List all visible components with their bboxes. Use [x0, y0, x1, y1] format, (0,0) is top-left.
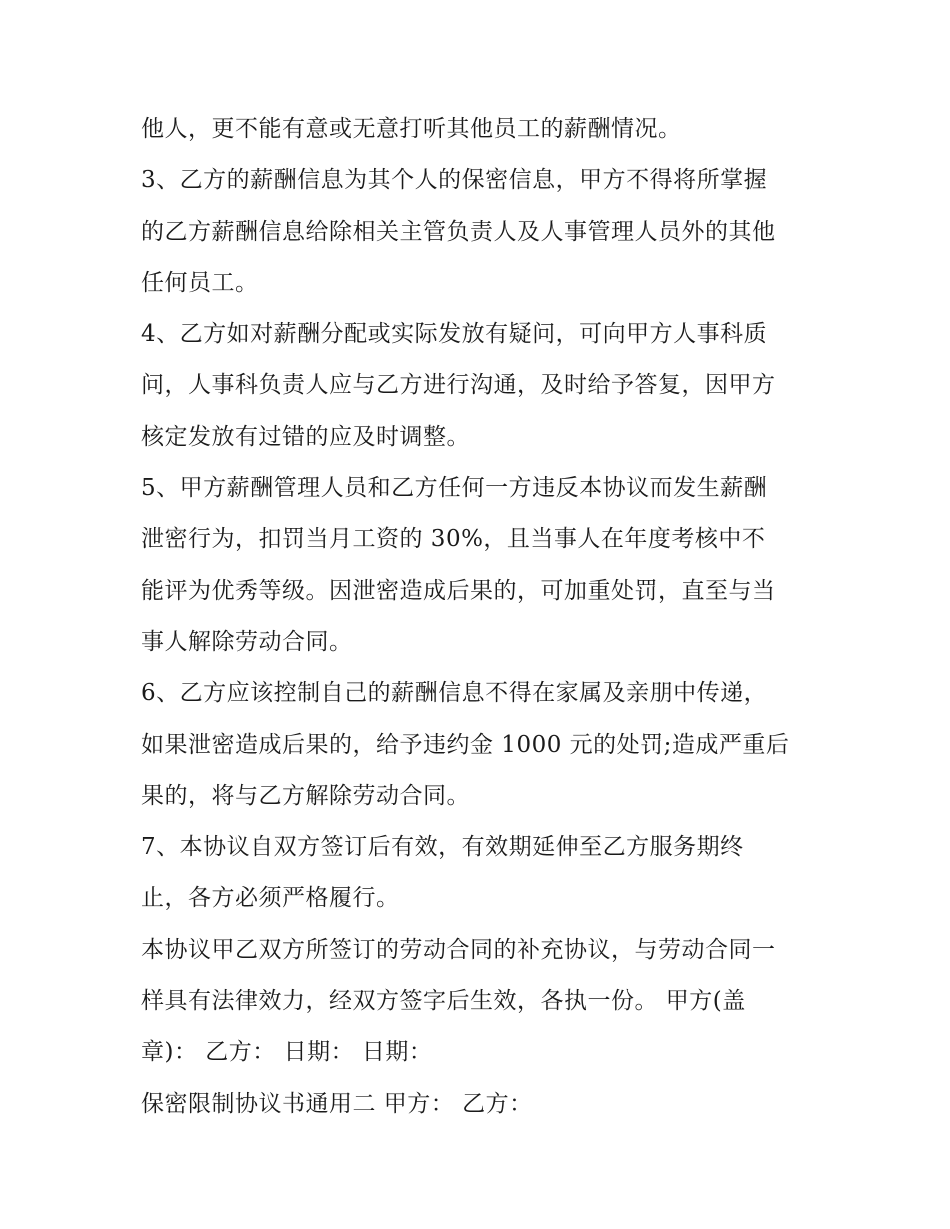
text-line: 保密限制协议书通用二 甲方： 乙方：: [141, 1090, 533, 1117]
text-line: 止，各方必须严格履行。: [141, 885, 400, 912]
text-line: 能评为优秀等级。因泄密造成后果的，可加重处罚，直至与当: [141, 577, 776, 604]
text-line: 问，人事科负责人应与乙方进行沟通，及时给予答复，因甲方: [141, 372, 776, 399]
text-line: 3、乙方的薪酬信息为其个人的保密信息，甲方不得将所掌握: [141, 167, 768, 194]
text-line: 5、甲方薪酬管理人员和乙方任何一方违反本协议而发生薪酬: [141, 475, 768, 502]
text-line: 章)： 乙方： 日期： 日期：: [141, 1039, 433, 1066]
text-line: 事人解除劳动合同。: [141, 628, 353, 655]
text-line: 泄密行为，扣罚当月工资的 30%，且当事人在年度考核中不: [141, 526, 766, 553]
document-body: [141, 104, 813, 1130]
text-line: 核定发放有过错的应及时调整。: [141, 423, 470, 450]
text-line: 样具有法律效力，经双方签字后生效，各执一份。 甲方(盖: [141, 988, 746, 1015]
text-line: 4、乙方如对薪酬分配或实际发放有疑问，可向甲方人事科质: [141, 321, 768, 348]
text-line: 的乙方薪酬信息给除相关主管负责人及人事管理人员外的其他: [141, 218, 776, 245]
text-line: 他人，更不能有意或无意打听其他员工的薪酬情况。: [141, 116, 682, 142]
text-line: 7、本协议自双方签订后有效，有效期延伸至乙方服务期终: [141, 834, 744, 861]
text-line: 如果泄密造成后果的，给予违约金 1000 元的处罚;造成严重后: [141, 731, 790, 758]
text-line: 6、乙方应该控制自己的薪酬信息不得在家属及亲朋中传递，: [141, 680, 768, 707]
text-line: 果的，将与乙方解除劳动合同。: [141, 782, 470, 809]
text-line: 任何员工。: [141, 269, 259, 296]
text-line: 本协议甲乙双方所签订的劳动合同的补充协议，与劳动合同一: [141, 936, 776, 963]
